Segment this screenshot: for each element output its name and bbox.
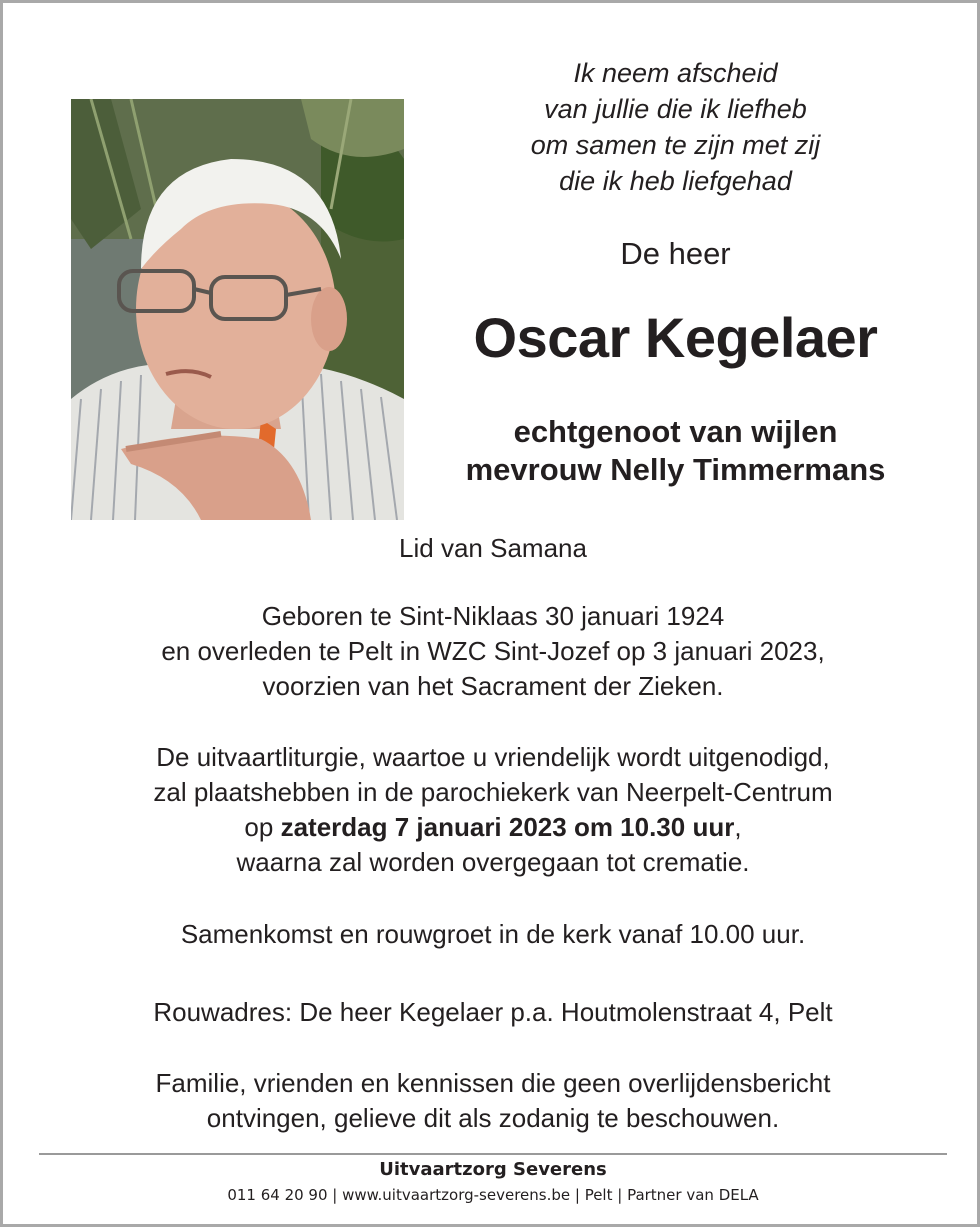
- portrait-illustration: [71, 99, 404, 520]
- spouse-info: [413, 413, 938, 489]
- sacrament-line: voorzien van het Sacrament der Zieken.: [262, 671, 724, 701]
- funeral-date-prefix: op: [244, 812, 281, 842]
- gathering-info: Samenkomst en rouwgroet in de kerk vanaf 10.00 uur.: [180, 919, 806, 949]
- funeral-home-contact: 011 64 20 90 | www.uitvaartzorg-severens.be | Pelt | Partner van DELA: [227, 1186, 759, 1204]
- mourning-address: Rouwadres: De heer Kegelaer p.a. Houtmolenstraat 4, Pelt: [153, 997, 833, 1027]
- closing-line: ontvingen, gelieve dit als zodanig te beschouwen.: [206, 1103, 780, 1133]
- birth-line: Geboren te Sint-Niklaas 30 januari 1924: [261, 601, 725, 631]
- death-line: en overleden te Pelt in WZC Sint-Jozef op 3 januari 2023,: [161, 636, 825, 666]
- spouse-line: echtgenoot van wijlen: [513, 414, 838, 449]
- funeral-date-line: [23, 810, 963, 844]
- footer-divider: [39, 1153, 947, 1155]
- deceased-name: Oscar Kegelaer: [473, 306, 878, 369]
- poem-line: Ik neem afscheid: [573, 58, 778, 88]
- farewell-poem: [443, 55, 908, 199]
- poem-line: die ik heb liefgehad: [559, 166, 792, 196]
- funeral-date: zaterdag 7 januari 2023 om 10.30 uur: [280, 812, 735, 842]
- poem-line: om samen te zijn met zij: [530, 130, 821, 160]
- closing-line: Familie, vrienden en kennissen die geen overlijdensbericht: [155, 1068, 831, 1098]
- spouse-line: mevrouw Nelly Timmermans: [465, 452, 886, 487]
- funeral-home-name: Uitvaartzorg Severens: [379, 1159, 607, 1180]
- funeral-line: zal plaatshebben in de parochiekerk van Neerpelt-Centrum: [153, 777, 833, 807]
- funeral-line: De uitvaartliturgie, waartoe u vriendelijk wordt uitgenodigd,: [156, 742, 830, 772]
- salutation: De heer: [620, 236, 731, 271]
- funeral-line: waarna zal worden overgegaan tot crematie.: [236, 847, 750, 877]
- portrait-photo: [71, 99, 404, 520]
- membership: Lid van Samana: [399, 533, 587, 563]
- poem-line: van jullie die ik liefheb: [544, 94, 807, 124]
- funeral-date-suffix: ,: [734, 812, 742, 842]
